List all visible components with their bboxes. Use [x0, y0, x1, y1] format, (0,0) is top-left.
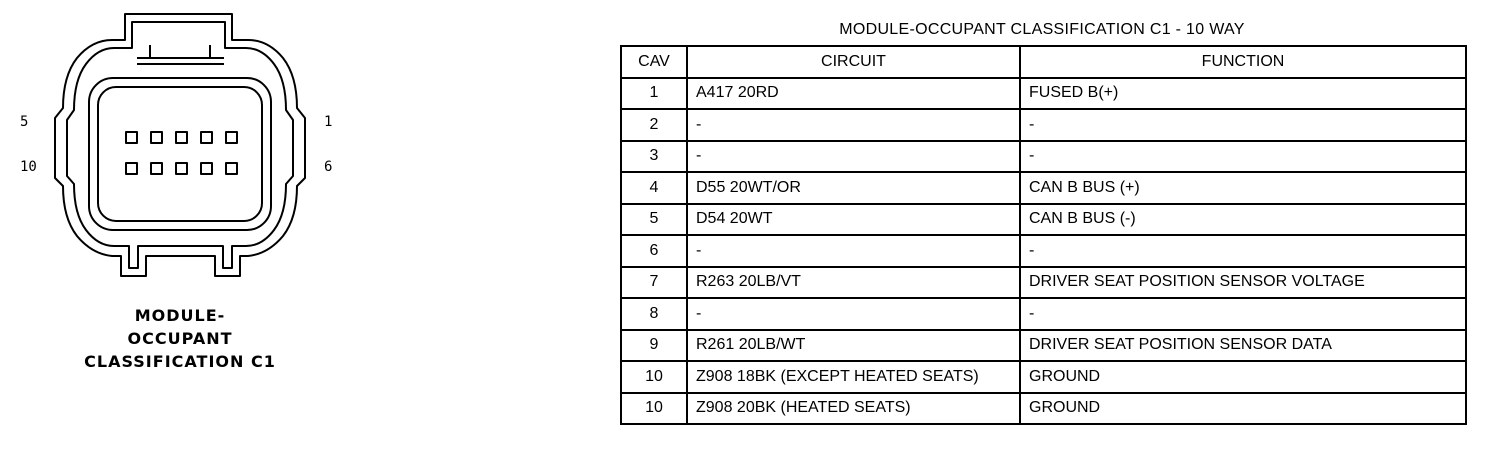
- cell-cav: 8: [621, 298, 687, 330]
- cell-circuit: D54 20WT: [687, 204, 1020, 236]
- connector-diagram: [0, 0, 360, 300]
- table-title: MODULE-OCCUPANT CLASSIFICATION C1 - 10 WAY: [839, 21, 1245, 38]
- pin-10: [126, 163, 137, 174]
- pin-label-6: 6: [324, 159, 333, 175]
- table-row: [621, 78, 1466, 110]
- cell-function: CAN B BUS (+): [1020, 172, 1466, 204]
- cell-cav: 3: [621, 141, 687, 173]
- table-row: [621, 204, 1466, 236]
- cell-cav: 10: [621, 361, 687, 393]
- latch: [150, 45, 210, 58]
- cell-function: -: [1020, 298, 1466, 330]
- caption-line: MODULE-: [134, 306, 226, 325]
- table-row: [621, 393, 1466, 425]
- table-row: [621, 235, 1466, 267]
- pin-row-top: [126, 132, 237, 143]
- table-header-row: [621, 46, 1466, 78]
- header-cav: CAV: [621, 46, 687, 78]
- cell-cav: 4: [621, 172, 687, 204]
- cell-circuit: Z908 18BK (EXCEPT HEATED SEATS): [687, 361, 1020, 393]
- pin-row-bottom: [126, 163, 237, 174]
- table-row: [621, 330, 1466, 362]
- caption-line: CLASSIFICATION C1: [84, 352, 276, 371]
- cell-cav: 5: [621, 204, 687, 236]
- pinout-table: [620, 45, 1467, 425]
- header-function: FUNCTION: [1020, 46, 1466, 78]
- cell-cav: 1: [621, 78, 687, 110]
- cell-function: -: [1020, 109, 1466, 141]
- cell-circuit: R263 20LB/VT: [687, 267, 1020, 299]
- cavity-face: [89, 78, 271, 230]
- cell-circuit: -: [687, 235, 1020, 267]
- cell-function: -: [1020, 235, 1466, 267]
- cell-circuit: D55 20WT/OR: [687, 172, 1020, 204]
- pin-7: [201, 163, 212, 174]
- pin-3: [176, 132, 187, 143]
- header-circuit: CIRCUIT: [687, 46, 1020, 78]
- connector-caption: [60, 304, 300, 373]
- cell-circuit: -: [687, 298, 1020, 330]
- cell-cav: 2: [621, 109, 687, 141]
- pin-5: [126, 132, 137, 143]
- cell-cav: 9: [621, 330, 687, 362]
- pin-8: [176, 163, 187, 174]
- pin-6: [226, 163, 237, 174]
- table-row: [621, 141, 1466, 173]
- table-row: [621, 267, 1466, 299]
- cell-circuit: -: [687, 141, 1020, 173]
- cell-cav: 7: [621, 267, 687, 299]
- table-row: [621, 109, 1466, 141]
- cell-circuit: A417 20RD: [687, 78, 1020, 110]
- cell-function: GROUND: [1020, 393, 1466, 425]
- cell-function: CAN B BUS (-): [1020, 204, 1466, 236]
- table-row: [621, 298, 1466, 330]
- caption-line: OCCUPANT: [127, 329, 233, 348]
- pin-2: [201, 132, 212, 143]
- pin-4: [151, 132, 162, 143]
- cell-cav: 6: [621, 235, 687, 267]
- pin-label-5: 5: [20, 114, 29, 130]
- cell-function: DRIVER SEAT POSITION SENSOR VOLTAGE: [1020, 267, 1466, 299]
- cell-circuit: Z908 20BK (HEATED SEATS): [687, 393, 1020, 425]
- cell-circuit: -: [687, 109, 1020, 141]
- cell-function: DRIVER SEAT POSITION SENSOR DATA: [1020, 330, 1466, 362]
- table-row: [621, 172, 1466, 204]
- pin-1: [226, 132, 237, 143]
- cell-function: -: [1020, 141, 1466, 173]
- pin-label-1: 1: [324, 114, 333, 130]
- pin-9: [151, 163, 162, 174]
- cell-circuit: R261 20LB/WT: [687, 330, 1020, 362]
- cell-function: GROUND: [1020, 361, 1466, 393]
- pin-label-10: 10: [20, 159, 37, 175]
- table-row: [621, 361, 1466, 393]
- cell-cav: 10: [621, 393, 687, 425]
- cell-function: FUSED B(+): [1020, 78, 1466, 110]
